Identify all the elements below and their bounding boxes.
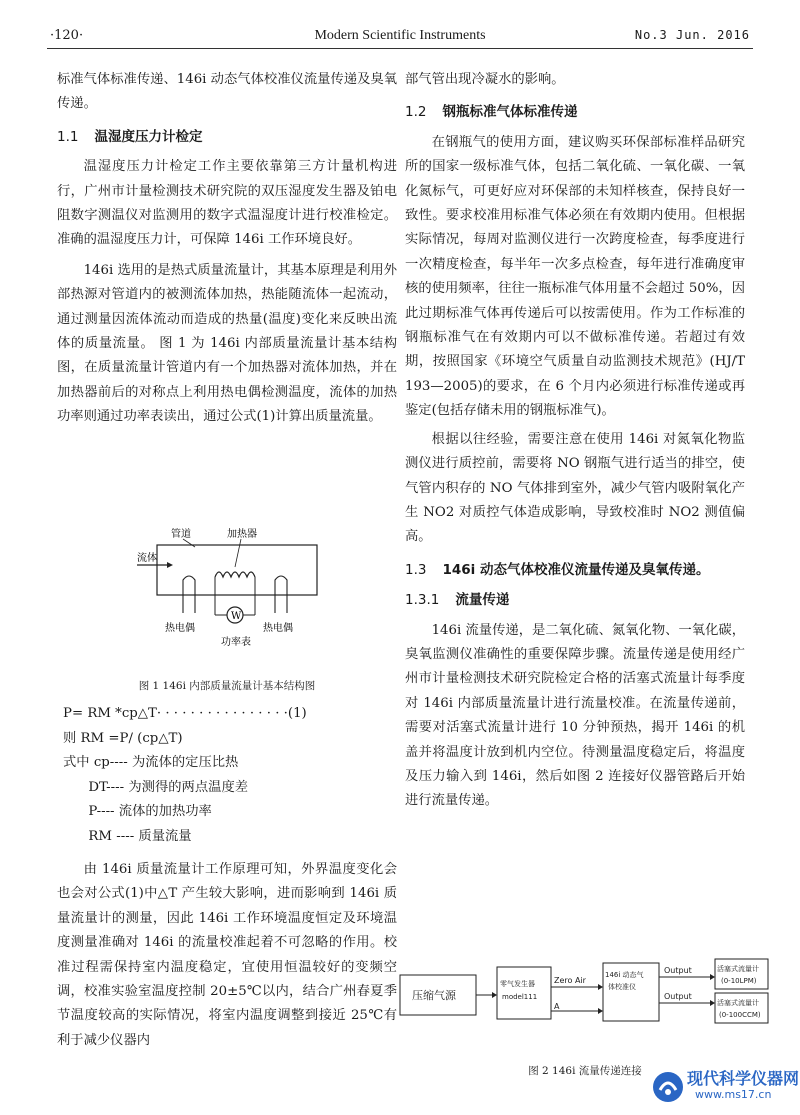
pipe-leader	[183, 539, 195, 547]
section-title: 流量传递	[455, 592, 510, 609]
paragraph: 标准气体标准传递、146i 动态气体校准仪流量传递及臭氧传递。	[57, 72, 397, 112]
heater-coil-icon	[215, 572, 255, 577]
output-arrowhead-1	[710, 974, 715, 980]
formula-line: 式中 cp---- 为流体的定压比热	[63, 755, 239, 770]
zero-air-arrowhead	[598, 984, 603, 990]
section-heading-1-2	[405, 100, 745, 124]
section-number: 1.2	[405, 104, 427, 121]
section-number: 1.1	[57, 128, 79, 145]
paragraph: 温湿度压力计检定工作主要依靠第三方计量机构进行，广州市计量检测技术研究院的双压湿度发生器及铂电阻数字测温仪对监测用的数字式温湿度计进行校准检定。准确的温湿度压力计，可保障 146i 工作环境良好。	[57, 159, 397, 248]
formula-line: P---- 流体的加热功率	[63, 804, 212, 819]
air-a-arrowhead	[598, 1008, 603, 1014]
paragraph: 在钢瓶气的使用方面，建议购买环保部标准样品研究所的国家一级标准气体，包括二氧化硫、一氧化碳、一氧化氮标气，可更好应对环保部的未知样核查，保持良好一致性。要求校准用标准气体必须在有效期内使用。但根据实际情况，每周对监测仪进行一次跨度检查，每季度进行一次精度检查，每半年一次多点检查，每年进行准确度审核的使用频率，往往一瓶标准气体用量不会超过 50%，因此过期标准气体再传递后可以按需使用。作为工作标准的钢瓶标准气在有效期内可以不做标准传递。若超过有效期，按照国家《环境空气质量自动监测技术规范》(HJ/T 193—2005)的要求，在 6 个月内必须进行标准传递或再鉴定(包括存储未用的钢瓶标准气)。	[405, 134, 745, 419]
section-heading-1-1	[57, 125, 397, 149]
paragraph: 由 146i 质量流量计工作原理可知，外界温度变化会也会对公式(1)中△T 产生较大影响，进而影响到 146i 质量流量计的测量，因此 146i 工作环境温度恒定及环境温度测量准确对 146i 的流量校准起着不可忽略的作用。校准过程需保持室内温度稳定，宜使用恒温较好的变频空调，校准实验室温度控制 20±5℃以内，结合广州春夏季节温度较高的实际情况，将室内温度调整到接近 25℃有利于减少仪器内	[57, 862, 397, 1048]
watermark-logo-icon	[651, 1070, 685, 1104]
section-number: 1.3	[405, 561, 427, 578]
connector-arrowhead	[492, 992, 497, 998]
piston-flowmeter-lpm-range: (0-10LPM)	[721, 977, 757, 985]
output-arrowhead-2	[710, 1000, 715, 1006]
figure-1-caption: 图 1 146i 内部质量流量计基本结构图	[138, 680, 316, 692]
formula-line: 则 RM =P/ (cp△T)	[63, 730, 183, 746]
flow-arrowhead	[167, 562, 173, 568]
piston-flowmeter-ccm-range: (0-100CCM)	[719, 1011, 761, 1019]
zero-air-generator-label: 零气发生器	[500, 980, 535, 988]
paragraph: 146i 选用的是热式质量流量计，其基本原理是利用外部热源对管道内的被测流体加热，热能随流体一起流动，通过测量因流体流动而造成的热量(温度)变化来反映出流体的质量流量。 图 1 为 146i 内部质量流量计基本结构图，在质量流量计管道内有一个加热器对流体加热，并在加热器前后的对称点上利用热电偶检测温度，流体的加热功率则通过功率表读出，通过公式(1)计算出质量流量。	[57, 262, 397, 425]
watermark-title: 现代科学仪器网	[687, 1069, 800, 1088]
journal-title: Modern Scientific Instruments	[314, 28, 486, 43]
header-rule	[47, 48, 753, 49]
pipe-outline	[157, 545, 317, 595]
section-number: 1.3.1	[405, 592, 440, 609]
wattmeter-label: 功率表	[221, 637, 251, 648]
site-watermark	[651, 1066, 800, 1110]
section-title: 钢瓶标准气体标准传递	[442, 104, 578, 121]
paragraph: 根据以往经验，需要注意在使用 146i 对氮氧化物监测仪进行质控前，需要将 NO 钢瓶气进行适当的排空，使气管内积存的 NO 气体排到室外，减少气管内吸附氧化产生 NO2 对质控气体造成影响，导致校准时 NO2 测值偏高。	[405, 431, 745, 545]
watermark-url: www.ms17.cn	[695, 1088, 772, 1101]
output-label-2: Output	[664, 992, 692, 1001]
formula-block	[63, 702, 393, 849]
zero-air-label: Zero Air	[554, 976, 586, 985]
paragraph: 146i 流量传递，是二氧化硫、氮氧化物、一氧化碳，臭氧监测仪准确性的重要保障步骤。流量传递是使用经广州市计量检测技术研究院检定合格的活塞式流量计每季度对 146i 内部质量流量计进行流量校准。在流量传递前，需要对活塞式流量计进行 10 分钟预热，揭开 146i 的机盖并将温度计放到机内空位。待测量温度稳定后，将温度及压力输入到 146i，然后如图 2 连接好仪器管路后开始进行流量传递。	[405, 622, 745, 809]
figure-2-caption: 图 2 146i 流量传递连接	[528, 1065, 642, 1077]
thermocouple-right-label: 热电偶	[263, 623, 293, 634]
calibrator-label-2: 体校准仪	[608, 983, 636, 991]
compressed-air-label: 压缩气源	[412, 989, 456, 1002]
figure-2-diagram	[398, 955, 770, 1030]
zero-air-model-label: model111	[502, 993, 538, 1001]
fluid-label: 流体	[137, 553, 157, 564]
left-column-continued	[57, 858, 397, 1053]
section-title: 温湿度压力计检定	[94, 128, 203, 145]
wattmeter-w-label: W	[231, 611, 242, 622]
thermocouple-left-label: 热电偶	[165, 623, 195, 634]
output-label-1: Output	[664, 966, 692, 975]
heater-label: 加热器	[227, 529, 257, 540]
section-title: 146i 动态气体校准仪流量传递及臭氧传递。	[442, 561, 710, 578]
calibrator-label-1: 146i 动态气	[605, 971, 644, 979]
piston-flowmeter-ccm-label: 活塞式流量计	[717, 999, 759, 1007]
section-heading-1-3	[405, 558, 745, 582]
air-a-label: A	[554, 1002, 560, 1011]
figure-1-diagram	[135, 525, 335, 655]
formula-line: RM ---- 质量流量	[63, 828, 192, 844]
page-number: ·120·	[50, 28, 84, 43]
issue-info: No.3 Jun. 2016	[634, 28, 750, 42]
formula-line: P= RM *cp△T· · · · · · · · · · · · · · · ·(1)	[63, 706, 307, 721]
formula-line: DT---- 为测得的两点温度差	[63, 779, 249, 795]
piston-flowmeter-lpm-label: 活塞式流量计	[717, 965, 759, 973]
pipe-label: 管道	[171, 529, 191, 540]
right-column	[405, 68, 745, 814]
section-heading-1-3-1	[405, 588, 745, 612]
heater-leader	[235, 539, 241, 567]
paragraph: 部气管出现冷凝水的影响。	[405, 72, 565, 87]
page-header	[50, 24, 750, 46]
left-column	[57, 68, 397, 430]
